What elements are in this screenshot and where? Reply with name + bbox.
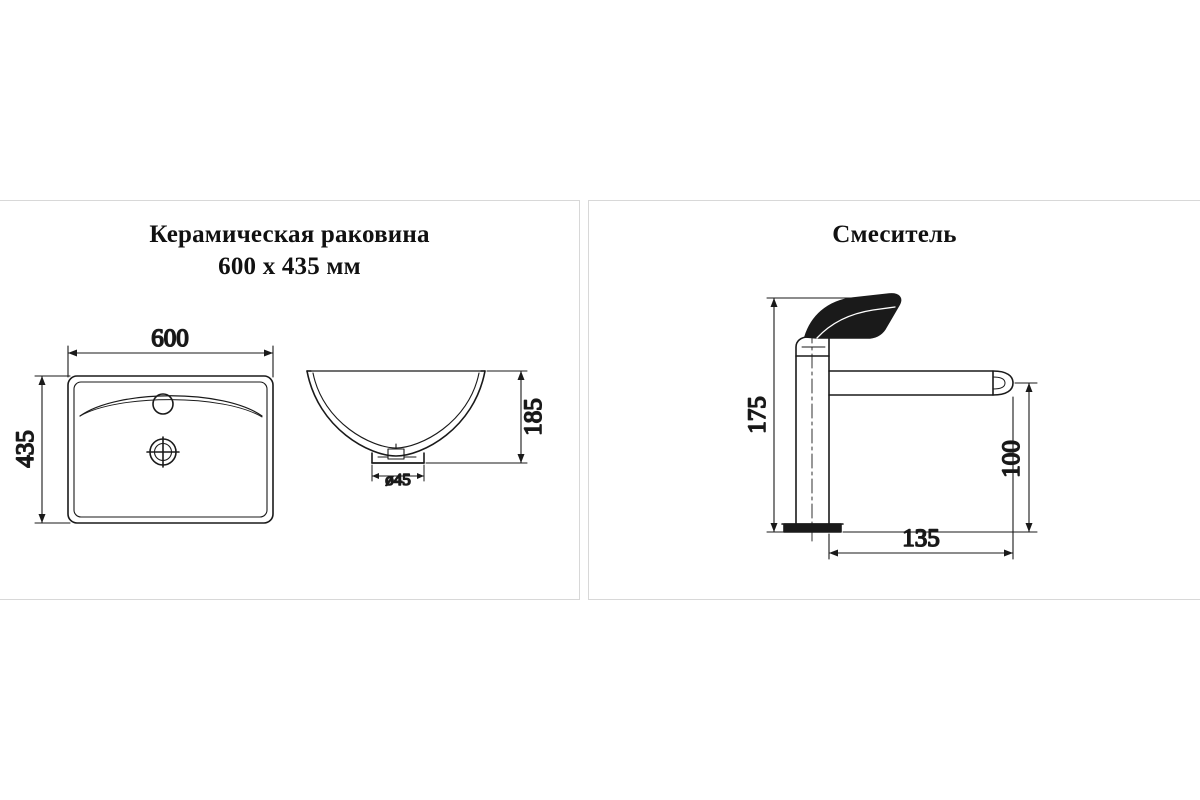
faucet-drawing — [589, 201, 1200, 601]
sink-top-view-geometry — [68, 376, 273, 523]
dimension-label-faucet-reach: 135 — [902, 525, 940, 552]
dimension-label-faucet-spout-height: 100 — [998, 440, 1025, 478]
dimension-label-faucet-height: 175 — [744, 396, 771, 434]
dimension-sink-depth — [35, 376, 70, 523]
dimension-label-sink-height: 185 — [520, 398, 547, 436]
sink-title-line-1: Керамическая раковина — [149, 221, 430, 248]
sink-drawing — [0, 201, 580, 601]
panel-ceramic-sink — [0, 200, 580, 600]
dimension-label-sink-depth: 435 — [12, 430, 39, 468]
sink-title-line-2: 600 x 435 мм — [218, 253, 361, 280]
faucet-front-view-geometry — [782, 294, 1013, 541]
sink-side-view-geometry — [307, 371, 485, 463]
panel-faucet — [588, 200, 1200, 600]
dimension-sink-height — [426, 371, 527, 463]
dimension-label-sink-width: 600 — [151, 325, 189, 352]
dimension-label-sink-drain: ø45 — [385, 470, 411, 489]
faucet-title: Смеситель — [832, 221, 957, 248]
